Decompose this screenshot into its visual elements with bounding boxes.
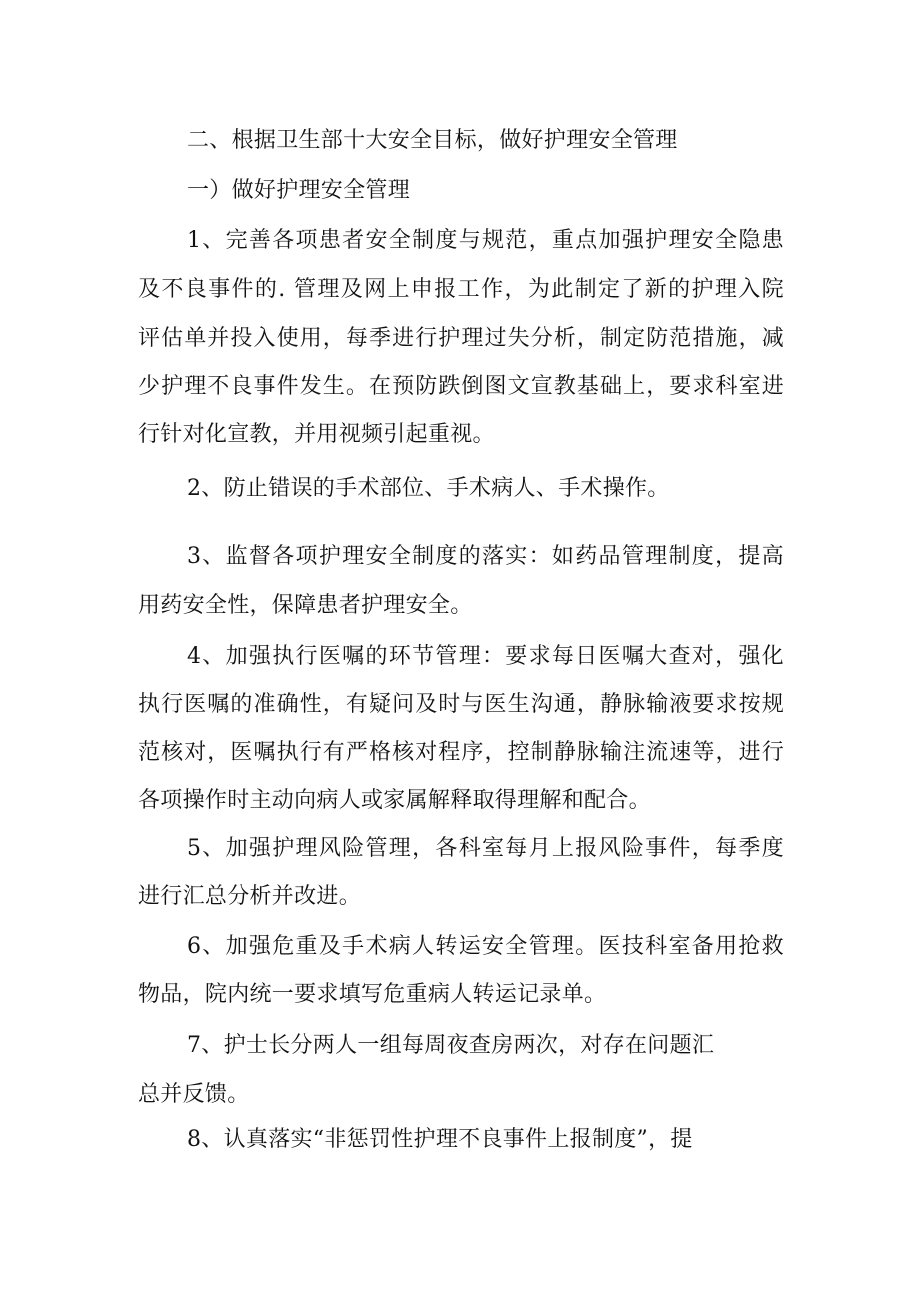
paragraph-8-line-1: 8、认真落实“非惩罚性护理不良事件上报制度”，提 [187, 1127, 693, 1152]
paragraph-1-line-3: 评估单并投入使用，每季进行护理过失分析，制定防范措施，减 [138, 326, 784, 351]
paragraph-4-line-3: 范核对，医嘱执行有严格核对程序，控制静脉输注流速等，进行 [138, 740, 784, 765]
section-heading: 二、根据卫生部十大安全目标，做好护理安全管理 [187, 128, 678, 153]
paragraph-4-line-4: 各项操作时主动向病人或家属解释取得理解和配合。 [138, 788, 651, 813]
paragraph-1-line-5: 行针对化宣教，并用视频引起重视。 [138, 422, 495, 447]
paragraph-1-line-2: 及不良事件的. 管理及网上申报工作，为此制定了新的护理入院 [138, 277, 784, 302]
paragraph-5-line-2: 进行汇总分析并改进。 [138, 884, 362, 909]
paragraph-6-line-2: 物品，院内统一要求填写危重病人转运记录单。 [138, 982, 607, 1007]
paragraph-1-line-4: 少护理不良事件发生。在预防跌倒图文宣教基础上，要求科室进 [138, 374, 784, 399]
paragraph-7-line-2: 总并反馈。 [138, 1082, 250, 1107]
paragraph-1-line-1: 1、完善各项患者安全制度与规范，重点加强护理安全隐患 [187, 228, 784, 253]
paragraph-6-line-1: 6、加强危重及手术病人转运安全管理。医技科室备用抢救 [187, 934, 784, 959]
paragraph-4-line-2: 执行医嘱的准确性，有疑问及时与医生沟通，静脉输液要求按规 [138, 692, 784, 717]
subsection-heading: 一）做好护理安全管理 [187, 178, 411, 203]
paragraph-2-line-1: 2、防止错误的手术部位、手术病人、手术操作。 [187, 476, 670, 501]
paragraph-4-line-1: 4、加强执行医嘱的环节管理：要求每日医嘱大查对，强化 [187, 644, 784, 669]
paragraph-7-line-1: 7、护士长分两人一组每周夜查房两次，对存在问题汇 [187, 1033, 715, 1058]
paragraph-3-line-2: 用药安全性，保障患者护理安全。 [138, 593, 473, 618]
paragraph-3-line-1: 3、监督各项护理安全制度的落实：如药品管理制度，提高 [187, 544, 784, 569]
paragraph-5-line-1: 5、加强护理风险管理，各科室每月上报风险事件，每季度 [187, 836, 784, 861]
